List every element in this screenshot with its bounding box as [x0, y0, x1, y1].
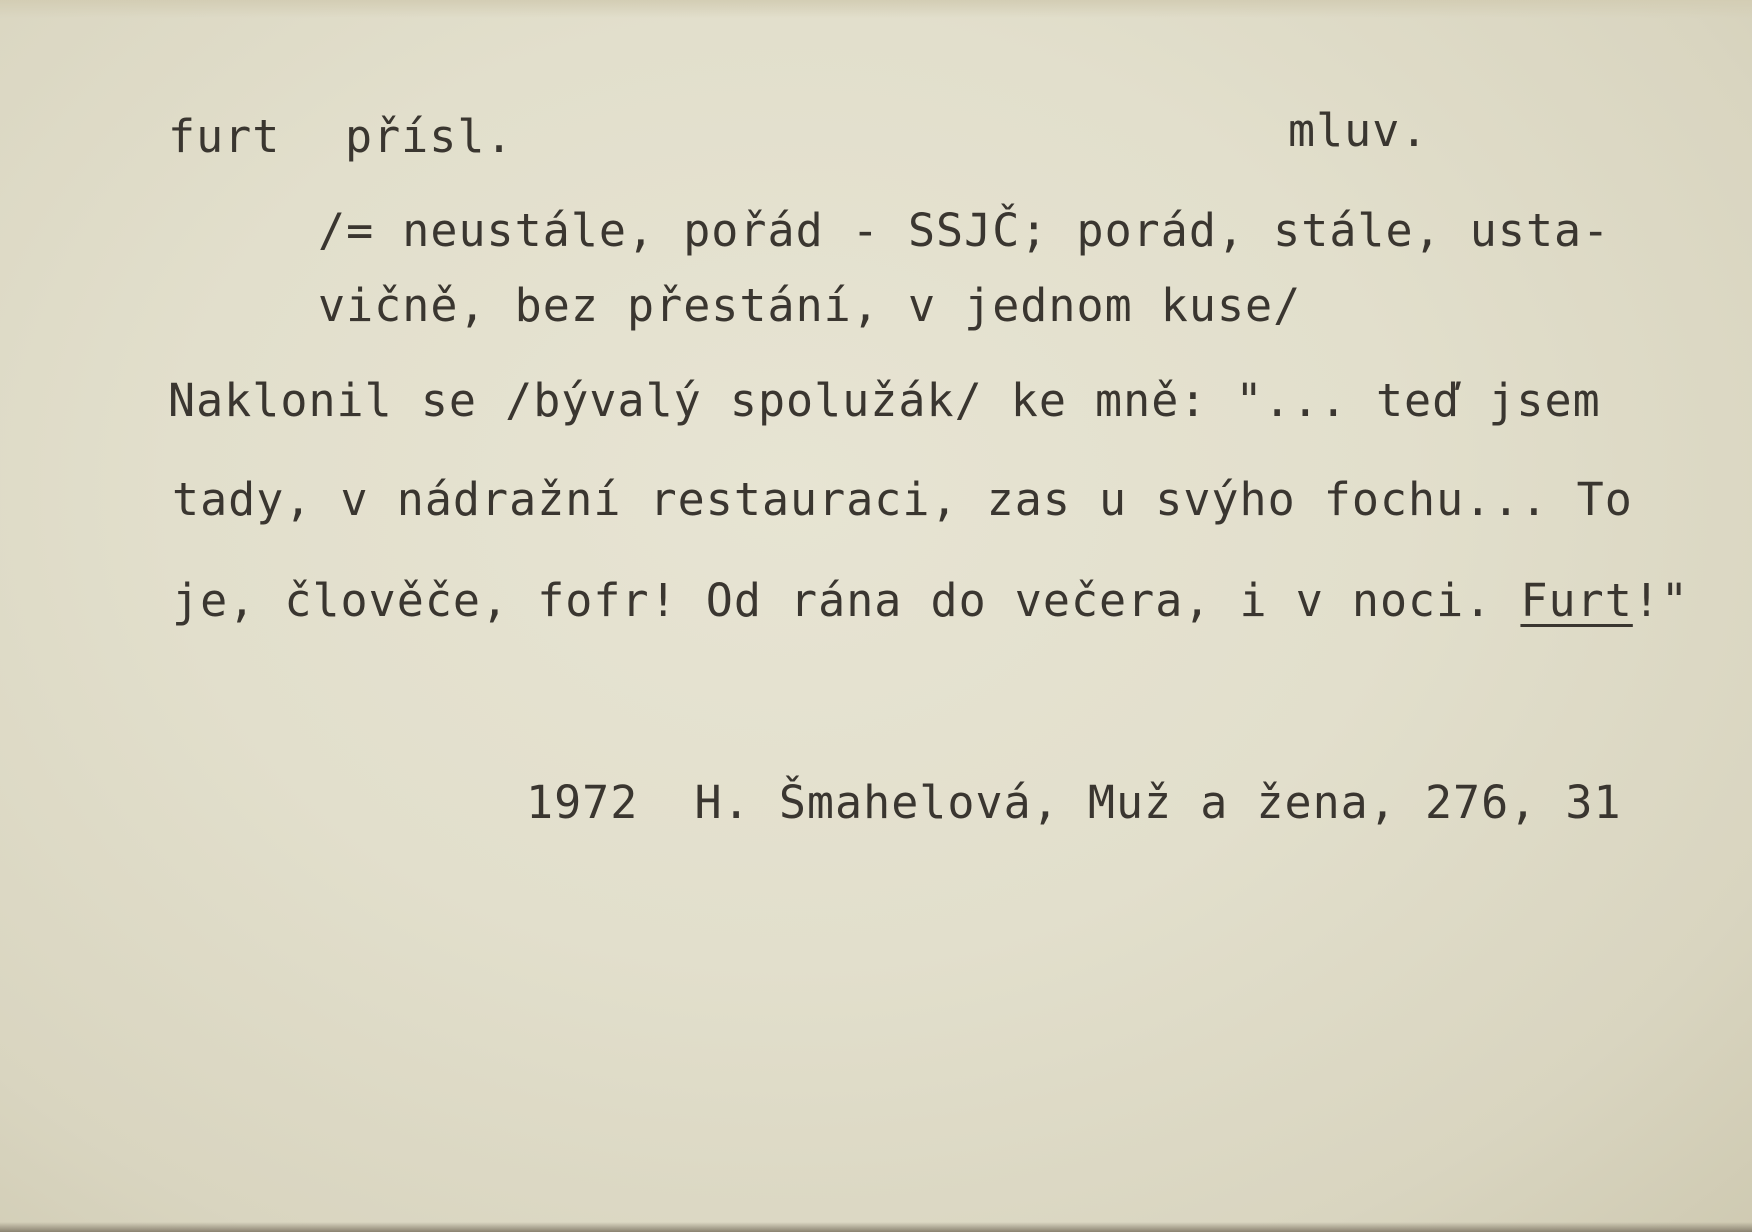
example-line-3-start: je, člověče, fofr! Od rána do večera, i v noci.	[172, 574, 1521, 627]
underlined-headword: Furt	[1520, 574, 1633, 627]
headword: furt	[168, 110, 281, 163]
example-line-3-end: !"	[1632, 574, 1689, 627]
example-line-2: tady, v nádražní restauraci, zas u svýho fochu... To	[172, 473, 1633, 526]
register-label: mluv.	[1288, 104, 1429, 157]
example-line-3	[172, 574, 1689, 627]
part-of-speech: přísl.	[345, 110, 514, 163]
source-citation: 1972 H. Šmahelová, Muž a žena, 276, 31	[526, 776, 1622, 829]
example-line-1: Naklonil se /bývalý spolužák/ ke mně: "... teď jsem	[168, 374, 1601, 427]
definition-line-1: /= neustále, pořád - SSJČ; porád, stále, usta-	[318, 204, 1611, 257]
definition-line-2: vičně, bez přestání, v jednom kuse/	[318, 279, 1302, 332]
